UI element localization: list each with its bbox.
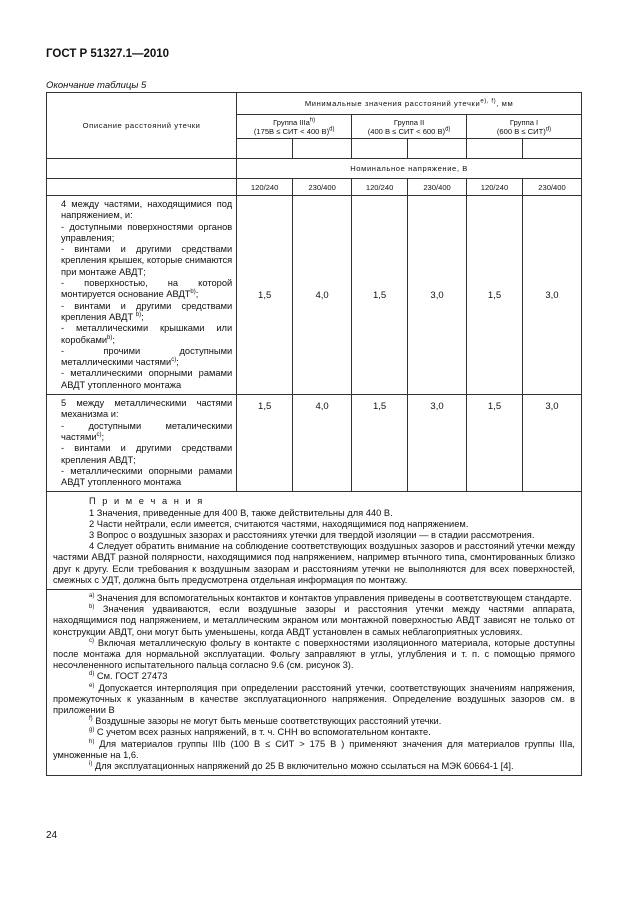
- value-cell: 4,0: [293, 196, 352, 395]
- note-item: 4 Следует обратить внимание на соблюдение соответствующих воздушных зазоров и расстояний утечки между частями АВДТ разной полярности, находящимися под напряжением, например втычного типа, смонтированных близко друг к другу. Если требования к воздушным зазорам и расстояниям утечки не выполняются для всех поверхностей, смежных с УДТ, должна быть предусмотрена отдельная информация по монтажу.: [53, 541, 575, 585]
- voltage-cell: 230/400: [522, 179, 581, 196]
- voltage-cell: 120/240: [352, 179, 408, 196]
- voltage-cell: 230/400: [408, 179, 467, 196]
- group-header: Группа IIIa$^{h)}$ (175В ≤ СИТ < 400 В)$^{d)}$: [237, 115, 352, 139]
- value-cell: 3,0: [408, 196, 467, 395]
- note-item: 3 Вопрос о воздушных зазорах и расстояниях утечки для твердой изоляции — в стадии рассмотрения.: [89, 530, 535, 541]
- group-header: Группа II (400 В ≤ СИТ < 600 В)$^{d)}$: [352, 115, 467, 139]
- notes-title: П р и м е ч а н и я: [89, 496, 205, 507]
- row-4-description: 4 между частями, находящимися под напряжением, и: - доступными поверхностями органов управления; - винтами и другими средствами крепления крышек, которые снимаются при монтаже АВДТ; - поверхностью, на которой монтируется основание АВДТ$^{b)}$; - винтами и другими средствами крепления АВДТ $^{b)}$; - металлическими крышками или коробками$^{b)}$; - прочими доступными металлическими частями$^{c)}$; - металлическими опорными рамами АВДТ утопленного монтажа: [47, 196, 237, 395]
- value-cell: 4,0: [293, 395, 352, 492]
- table-footnotes: [47, 590, 582, 776]
- table-notes: [47, 492, 582, 590]
- table-caption: Окончание таблицы 5: [46, 80, 147, 91]
- footnote: $^{g)}$ С учетом всех разных напряжений, в т. ч. СНН во вспомогательном контакте.: [89, 727, 431, 738]
- nominal-voltage-header: Номинальное напряжение, В: [237, 159, 582, 179]
- value-cell: 1,5: [352, 196, 408, 395]
- value-cell: 1,5: [467, 196, 523, 395]
- footnote: $^{f)}$ Воздушные зазоры не могут быть меньше соответствующих расстояний утечки.: [89, 716, 442, 727]
- value-cell: 1,5: [237, 395, 293, 492]
- voltage-cell: 230/400: [293, 179, 352, 196]
- value-cell: 1,5: [467, 395, 523, 492]
- table-5: [46, 92, 582, 776]
- footnote: $^{a)}$ Значения для вспомогательных контактов и контактов управления приведены в соответствующем стандарте.: [89, 592, 572, 604]
- document-header: ГОСТ Р 51327.1—2010: [46, 48, 170, 60]
- desc-header: Описание расстояний утечки: [47, 93, 237, 159]
- note-item: 2 Части нейтрали, если имеется, считаются частями, находящимися под напряжением.: [89, 518, 469, 529]
- value-cell: 1,5: [237, 196, 293, 395]
- min-values-header: Минимальные значения расстояний утечки$^{е), f)}$, мм: [237, 93, 582, 115]
- voltage-cell: 120/240: [467, 179, 523, 196]
- footnote: $^{c)}$ Включая металлическую фольгу в контакте с поверхностями изоляционного материала, которые доступны после монтажа для нормальной эксплуатации. Фольгу заправляют в углы, углубления и т. п. с помощью прямого несочлененного испытательного пальца согласно 9.6 (см. рисунок 3).: [53, 637, 575, 671]
- footnote: $^{e)}$ Допускается интерполяция при определении расстояний утечки, соответствующих значениям напряжения, промежуточных к указанным в качестве эксплуатационного напряжения. Определение воздушных зазоров см. в приложении В: [53, 682, 575, 716]
- value-cell: 3,0: [522, 395, 581, 492]
- group-header: Группа I (600 В ≤ СИТ)$^{d)}$: [467, 115, 582, 139]
- note-item: 1 Значения, приведенные для 400 В, также действительны для 440 В.: [89, 507, 393, 518]
- value-cell: 1,5: [352, 395, 408, 492]
- voltage-cell: 120/240: [237, 179, 293, 196]
- value-cell: 3,0: [408, 395, 467, 492]
- footnote: $^{h)}$ Для материалов группы IIIb (100 В ≤ СИТ > 175 В ) применяют значения для материалов группы IIIa, умноженные на 1,6.: [53, 738, 575, 760]
- footnote: $^{d)}$ См. ГОСТ 27473: [89, 671, 168, 682]
- page-number: 24: [46, 830, 58, 841]
- footnote: $^{b)}$ Значения удваиваются, если воздушные зазоры и расстояния утечки между частями аппарата, находящимися под напряжением, и металлическим экраном или монтажной поверхностью АВДТ зависят не только от конструкции АВДТ, они могут быть уменьшены, когда АВДТ установлен в самых неблагоприятных условиях.: [53, 604, 575, 637]
- footnote: $^{i)}$ Для эксплуатационных напряжений до 25 В включительно можно ссылаться на МЭК 60664-1 [4].: [89, 761, 514, 772]
- value-cell: 3,0: [522, 196, 581, 395]
- row-5-description: 5 между металлическими частями механизма и: - доступными металическими частями$^{c)}$; - винтами и другими средствами крепления АВДТ; - металлическими опорными рамами АВДТ утопленного монтажа: [47, 395, 237, 492]
